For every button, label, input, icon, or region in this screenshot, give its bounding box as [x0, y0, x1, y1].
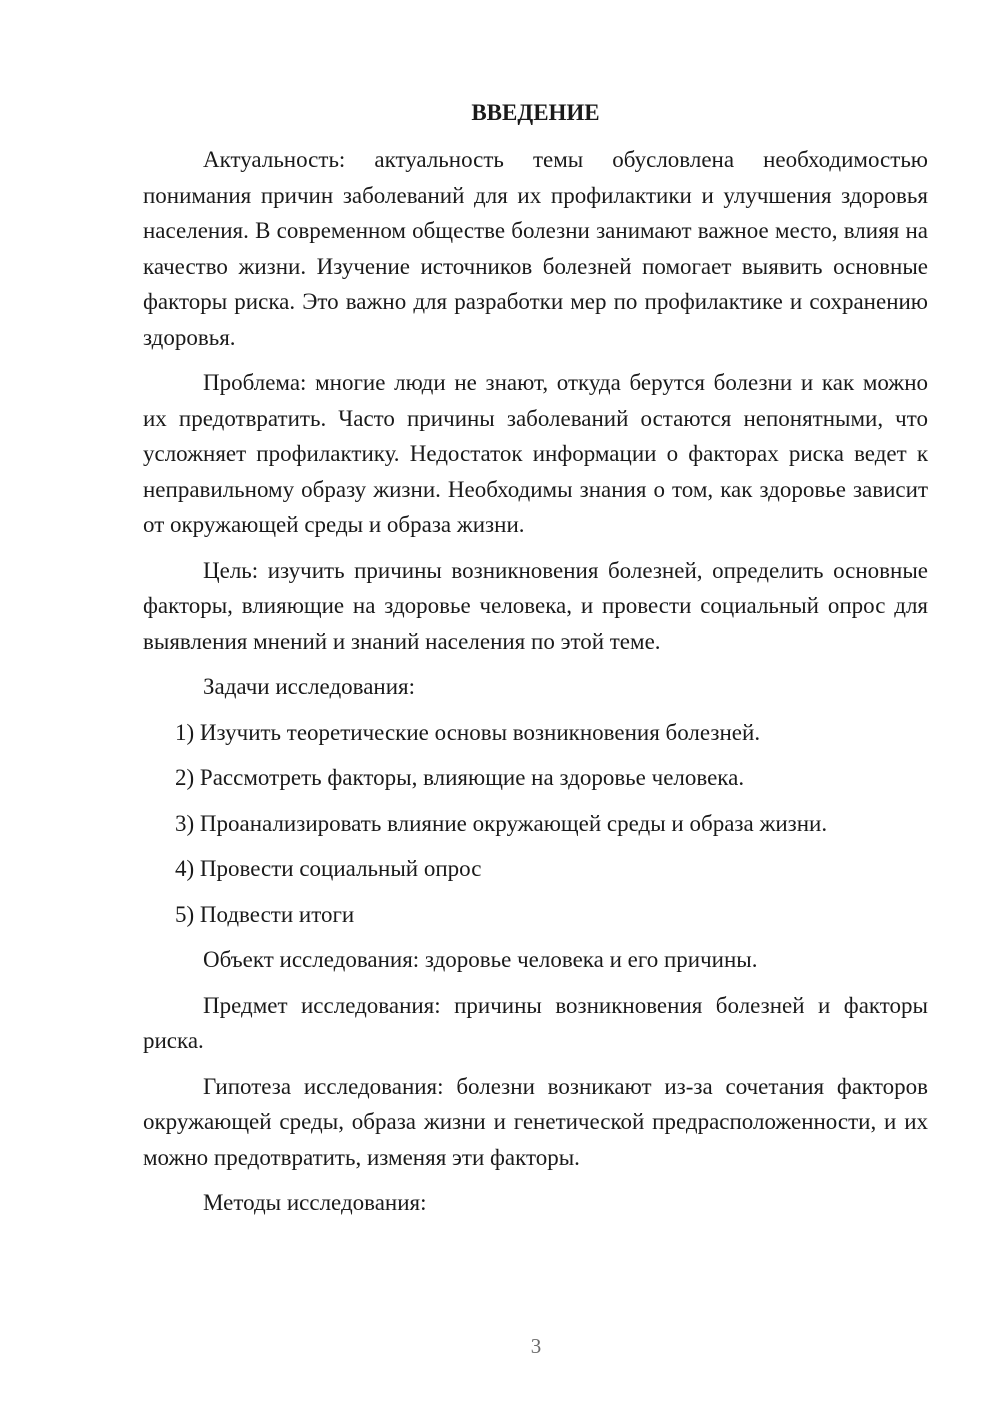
section-title: ВВЕДЕНИЕ [471, 100, 600, 125]
paragraph-hypothesis: Гипотеза исследования: болезни возникают из-за сочетания факторов окружающей среды, образа жизни и генетической предрасположенности, и их можно предотвратить, изменяя эти факторы. [143, 1073, 928, 1170]
paragraph-relevance: Актуальность: актуальность темы обусловлена необходимостью понимания причин заболеваний для их профилактики и улучшения здоровья населения. В современном обществе болезни занимают важное место, влияя на качество жизни. Изучение источников болезней помогает выявить основные факторы риска. Это важно для разработки мер по профилактике и сохранению здоровья. [143, 147, 928, 350]
methods-heading: Методы исследования: [203, 1190, 427, 1215]
document-page [143, 95, 928, 1231]
list-item: 3) Проанализировать влияние окружающей среды и образа жизни. [175, 810, 828, 836]
paragraph-subject: Предмет исследования: причины возникновения болезней и факторы риска. [143, 992, 928, 1053]
tasks-list [143, 715, 928, 933]
list-item: 4) Провести социальный опрос [175, 856, 482, 881]
list-item: 1) Изучить теоретические основы возникновения болезней. [175, 719, 761, 745]
paragraph-problem: Проблема: многие люди не знают, откуда берутся болезни и как можно их предотвратить. Часто причины заболеваний остаются непонятными, что усложняет профилактику. Недостаток информации о факторах риска ведет к неправильному образу жизни. Необходимы знания о том, как здоровье зависит от окружающей среды и образа жизни. [143, 370, 928, 537]
tasks-heading: Задачи исследования: [203, 674, 416, 699]
list-item: 2) Рассмотреть факторы, влияющие на здоровье человека. [175, 765, 745, 790]
paragraph-object: Объект исследования: здоровье человека и его причины. [203, 947, 758, 972]
paragraph-goal: Цель: изучить причины возникновения болезней, определить основные факторы, влияющие на здоровье человека, и провести социальный опрос для выявления мнений и знаний населения по этой теме. [143, 557, 928, 654]
list-item: 5) Подвести итоги [175, 901, 355, 927]
page-number: 3 [530, 1334, 542, 1358]
